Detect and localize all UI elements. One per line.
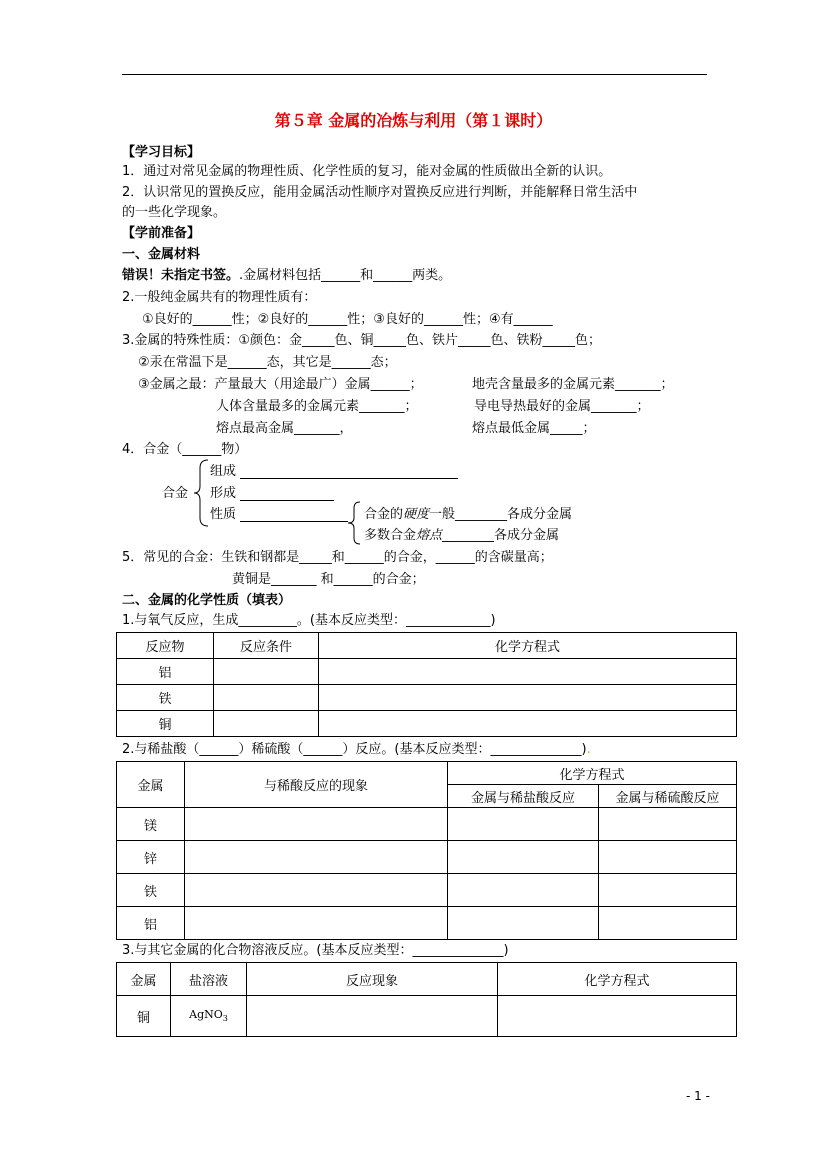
condition-cell[interactable] (214, 685, 319, 711)
page-number: - 1 - (686, 1089, 710, 1103)
h2so4-cell[interactable] (599, 907, 737, 940)
condition-cell[interactable] (214, 659, 319, 685)
physical-props-line: 2.一般纯金属共有的物理性质有： (122, 290, 317, 305)
equation-cell[interactable] (319, 711, 737, 737)
melting-suffix: ________各成分金属 (442, 528, 560, 543)
row-label: 铝 (117, 659, 214, 685)
table-row (117, 711, 737, 737)
header-equation: 化学方程式 (498, 963, 737, 996)
objectives-heading: 【学习目标】 (122, 145, 201, 160)
hardness-suffix: 一般________各成分金属 (429, 507, 573, 522)
objective-2a: 2．认识常见的置换反应，能用金属活动性顺序对置换反应进行判断，并能解释日常生活中 (122, 185, 638, 200)
table-row (117, 685, 737, 711)
hardness-word: 硬度 (403, 507, 430, 522)
formation-blank (240, 500, 334, 501)
objective-1: 1．通过对常见金属的物理性质、化学性质的复习，能对金属的性质做出全新的认识。 (122, 164, 612, 179)
h2so4-cell[interactable] (599, 808, 737, 841)
section-2-title: 二、金属的化学性质（填表） (122, 593, 292, 608)
header-metal: 金属 (117, 963, 171, 996)
metal-most-3b: 熔点最低金属_____； (472, 421, 596, 436)
phenomenon-cell[interactable] (185, 874, 448, 907)
salt-question: 3.与其它金属的化合物溶液反应。(基本反应类型：______________) (122, 943, 509, 958)
phenomenon-cell[interactable] (185, 808, 448, 841)
brass-line: 黄铜是_______ 和______的合金； (232, 572, 425, 587)
alloy-melting (364, 527, 559, 545)
page-title: 第５章 金属的冶炼与利用（第１课时） (274, 111, 553, 130)
hcl-cell[interactable] (448, 907, 599, 940)
row-label: 铜 (117, 996, 171, 1037)
header-condition: 反应条件 (214, 633, 319, 659)
materials-line (122, 267, 451, 285)
metal-most-1a: ③金属之最：产量最大（用途最广）金属______； (138, 377, 423, 392)
metal-most-3a: 熔点最高金属_______， (216, 421, 353, 436)
acid-question: 2.与稀盐酸（______）稀硫酸（______）反应。(基本反应类型：______________). (122, 742, 591, 757)
header-hcl: 金属与稀盐酸反应 (448, 785, 599, 808)
header-metal: 金属 (117, 762, 185, 808)
equation-cell[interactable] (319, 659, 737, 685)
acid-table (116, 761, 737, 940)
oxygen-table (116, 632, 737, 737)
physical-props-list: ①良好的______性；②良好的______性；③良好的______性；④有______ (142, 312, 553, 327)
melting-word: 熔点 (416, 528, 443, 543)
table-header-row (117, 633, 737, 659)
metal-most-2b: 导电导热最好的金属_______； (474, 399, 650, 414)
header-phenomenon: 反应现象 (247, 963, 498, 996)
salt-cell (171, 996, 247, 1037)
header-salt: 盐溶液 (171, 963, 247, 996)
salt-subscript: 3 (222, 1014, 228, 1024)
section-1-title: 一、金属材料 (122, 247, 201, 262)
special-props-line: 3.金属的特殊性质：①颜色：金_____色、铜_____色、铁片_____色、铁粉_____色； (122, 333, 602, 348)
table-row (117, 808, 737, 841)
equation-cell[interactable] (498, 996, 737, 1037)
table-row (117, 841, 737, 874)
table-row (117, 996, 737, 1037)
error-bookmark: 错误！未指定书签。 (122, 268, 240, 283)
h2so4-cell[interactable] (599, 841, 737, 874)
hardness-prefix: 合金的 (364, 507, 404, 522)
metal-most-1b: 地壳含量最多的金属元素_______； (472, 377, 674, 392)
acid-question-text: 2.与稀盐酸（______）稀硫酸（______）反应。(基本反应类型：______________) (122, 742, 587, 757)
header-h2so4: 金属与稀硫酸反应 (599, 785, 737, 808)
table-header-row (117, 762, 737, 785)
composition-blank (240, 478, 458, 479)
alloy-brace (192, 458, 210, 528)
materials-text: .金属材料包括______和______两类。 (239, 268, 452, 283)
objective-2b: 的一些化学现象。 (122, 205, 227, 220)
hcl-cell[interactable] (448, 808, 599, 841)
melting-prefix: 多数合金 (364, 528, 417, 543)
alloy-hardness (364, 506, 572, 524)
header-rule (122, 74, 707, 75)
h2so4-cell[interactable] (599, 874, 737, 907)
hcl-cell[interactable] (448, 841, 599, 874)
header-reactant: 反应物 (117, 633, 214, 659)
metal-most-2a: 人体含量最多的金属元素_______； (216, 399, 418, 414)
row-label: 铁 (117, 685, 214, 711)
salt-table (116, 962, 737, 1037)
hcl-cell[interactable] (448, 874, 599, 907)
alloy-formation: 形成 (210, 486, 237, 501)
row-label: 镁 (117, 808, 185, 841)
common-alloys-line: 5．常见的合金：生铁和钢都是_____和______的合金，______的含碳量高； (122, 550, 553, 565)
header-equation: 化学方程式 (319, 633, 737, 659)
table-header-row (117, 963, 737, 996)
phenomenon-cell[interactable] (247, 996, 498, 1037)
row-label: 铝 (117, 907, 185, 940)
row-label: 铜 (117, 711, 214, 737)
alloy-composition: 组成 (210, 464, 237, 479)
salt-formula: AgNO (189, 1008, 223, 1022)
table-row (117, 659, 737, 685)
oxygen-question: 1.与氧气反应，生成_________。(基本反应类型：_____________) (122, 613, 496, 628)
alloy-label: 合金 (162, 486, 189, 501)
row-label: 铁 (117, 874, 185, 907)
header-equation: 化学方程式 (448, 762, 737, 785)
phenomenon-cell[interactable] (185, 841, 448, 874)
prep-heading: 【学前准备】 (122, 226, 201, 241)
condition-cell[interactable] (214, 711, 319, 737)
table-row (117, 907, 737, 940)
table-row (117, 874, 737, 907)
property-brace (346, 500, 362, 546)
mercury-line: ②汞在常温下是______态，其它是______态； (138, 355, 397, 370)
equation-cell[interactable] (319, 685, 737, 711)
alloy-line: 4．合金（______物） (122, 442, 248, 457)
row-label: 锌 (117, 841, 185, 874)
phenomenon-cell[interactable] (185, 907, 448, 940)
header-phenomenon: 与稀酸反应的现象 (185, 762, 448, 808)
alloy-property: 性质 (210, 507, 237, 522)
property-blank (240, 521, 348, 522)
